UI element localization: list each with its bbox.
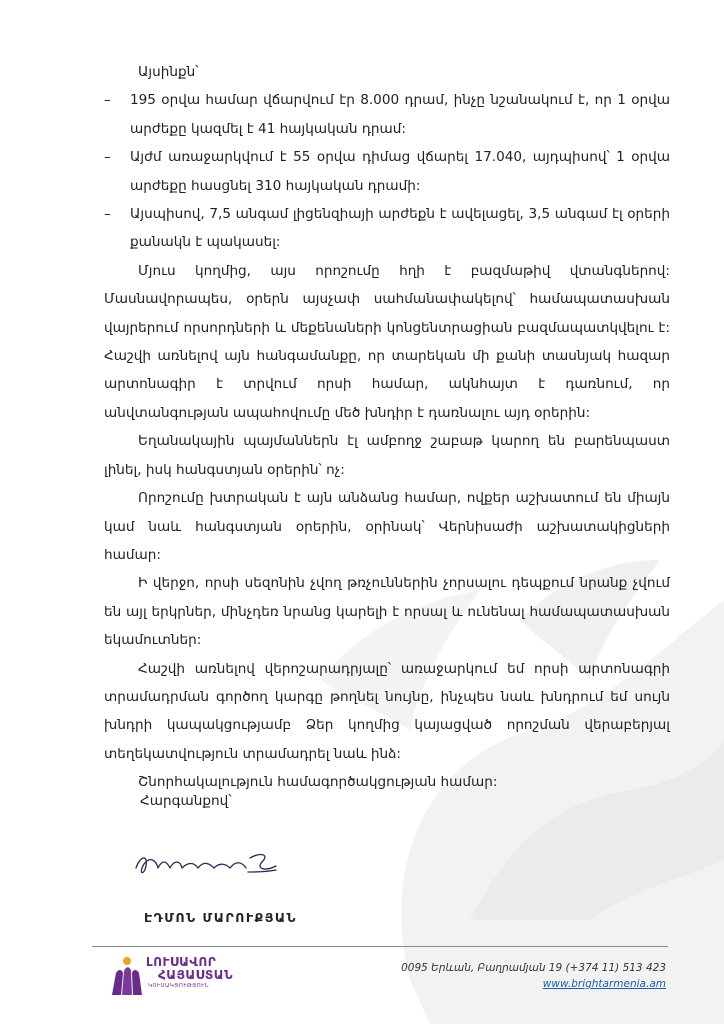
paragraph: Շնորհակալություն համագործակցության համար: — [138, 774, 498, 791]
paragraph: Եղանակային պայմաններն էլ ամբողջ շաբաթ կարող են բարենպաստ լինել, իսկ հանգստյան օրերին՝ ոչ: — [104, 433, 670, 478]
logo-tagline: ԿՈՒՍԱԿՑՈՒԹՅՈՒՆ — [148, 983, 210, 989]
address-line: 0095 Երևան, Բաղրամյան 19 (+374 11) 513 423 — [401, 962, 666, 974]
footer-contact — [401, 960, 666, 992]
intro-line: Այսինքն՝ — [138, 64, 199, 80]
logo-figures-icon — [108, 955, 146, 995]
paragraph: Հաշվի առնելով վերոշարադրյալը՝ առաջարկում եմ որսի արտոնագրի տրամադրման գործող կարգը թողնել նույնը, ինչպես նաև խնդրում եմ սույն խնդրի կապակցությամբ Ձեր կողմից կայացված որոշման վերաբերյալ տեղեկատվություն տրամադրել նաև ինձ: — [104, 660, 670, 762]
letter-body — [104, 58, 670, 797]
paragraph: Որոշումը խտրական է այն անձանց համար, ովքեր աշխատում են միայն կամ նաև հանգստյան օրերին, օրինակ՝ Վերնիսաժի աշխատակիցների համար: — [104, 490, 670, 563]
footer-divider — [92, 946, 668, 947]
party-logo — [108, 955, 234, 995]
bullet-item: – 195 օրվա համար վճարվում էր 8.000 դրամ, ինչը նշանակում է, որ 1 օրվա արժեքը կազմել է 41 հայկական դրամ: — [104, 86, 670, 143]
handwritten-signature — [130, 838, 290, 888]
signer-name: ԷԴՄՈՆ ՄԱՐՈՒՔՅԱՆ — [144, 910, 297, 925]
bullet-item: – Այսպիսով, 7,5 անգամ լիցենզիայի արժեքն է ավելացել, 3,5 անգամ էլ օրերի քանակն է պակասել: — [104, 200, 670, 257]
logo-title: ԼՈՒՍԱՎՈՐ — [146, 955, 217, 969]
paragraph: Ի վերջո, որսի սեզոնին չվող թռչուններին չորսալու դեպքում նրանք չվում են այլ երկրներ, մինչդեռ նրանց կարելի է որսալ և ունենալ համապատասխան եկամուտներ: — [104, 575, 670, 649]
website-link[interactable]: www.brightarmenia.am — [542, 978, 666, 990]
logo-subtitle: ՀԱՅԱՍՏԱՆ — [158, 968, 234, 982]
bullet-item: – Այժմ առաջարկվում է 55 օրվա դիմաց վճարել 17.040, այդպիսով՝ 1 օրվա արժեքը հասցնել 310 հայկական դրամի: — [104, 143, 670, 200]
paragraph: Մյուս կողմից, այս որոշումը հղի է բազմաթիվ վտանգներով: Մասնավորապես, օրերն այսչափ սահմանափակելով՝ համապատասխան վայրերում որսորդների և մեքենաների կոնցենտրացիան բազմապատկվելու է: Հաշվի առնելով այն հանգամանքը, որ տարեկան մի քանի տասնյակ հազար արտոնագիր է տրվում որսի համար, ակնհայտ է դառնում, որ անվտանգության ապահովումը մեծ խնդիր է դառնալու այդ օրերին: — [104, 262, 670, 421]
bullet-list — [104, 86, 670, 256]
closing-salutation: Հարգանքով՝ — [140, 793, 232, 809]
